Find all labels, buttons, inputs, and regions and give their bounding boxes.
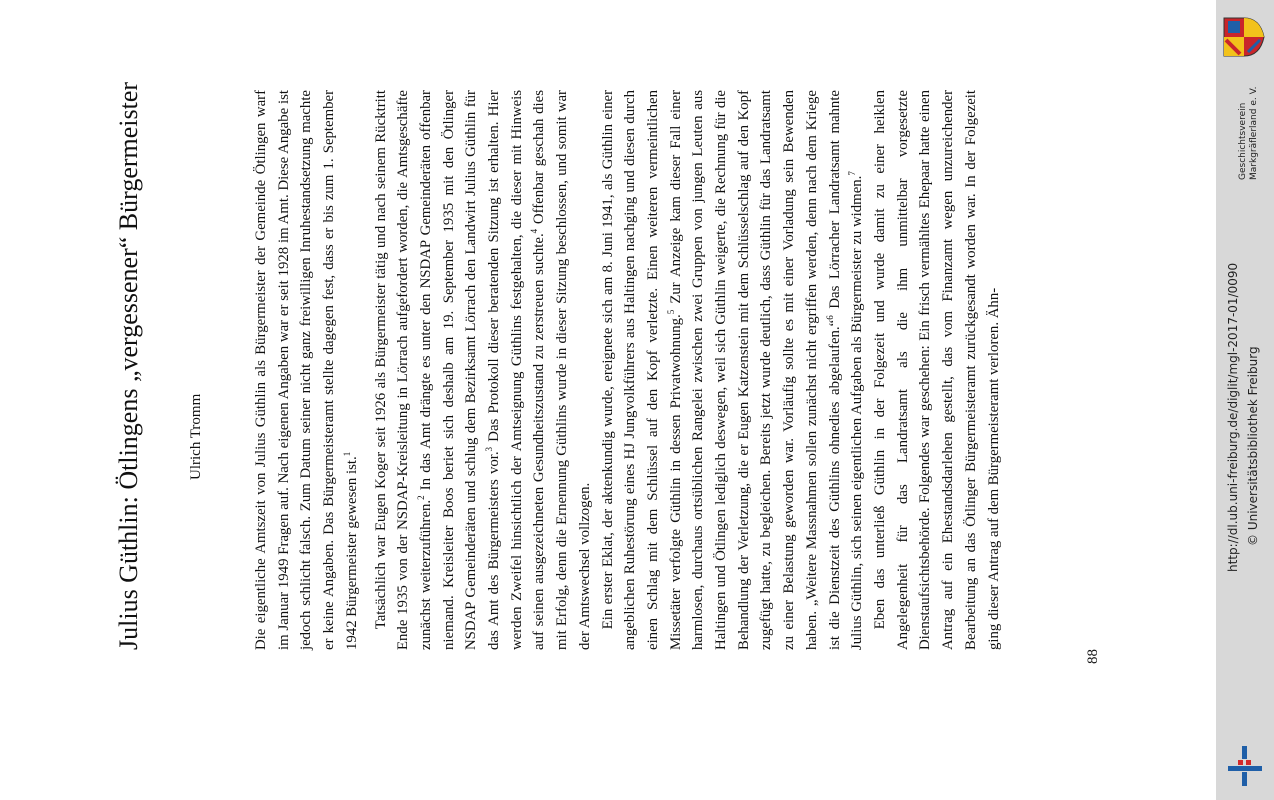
paragraph-1: Die eigentliche Amtszeit von Julius Güthlin als Bürgermeister der Gemeinde Ötlingen warf im Januar 1949 Fragen auf. Nach eigenen Angaben war er seit 1928 im Amt. Diese Angabe ist jedoch schlicht falsch. Zum Datum seiner nicht ganz freiwilligen Inruhestandsetzung machte er keine Angaben. Das Bürgermeisteramt stellte dagegen fest, dass er bis zum 1. September 1942 Bürgermeister gewesen ist.$^1$	[253, 90, 360, 650]
footnote-ref[interactable]: 2	[416, 495, 426, 500]
author-name: Ulrich Tromm	[188, 393, 204, 480]
source-url-link[interactable]: http://dl.ub.uni-freiburg.de/diglit/mgl-2017-01/0090	[1226, 262, 1240, 572]
footnote-ref[interactable]: 5	[665, 309, 676, 315]
coat-of-arms-icon[interactable]	[1220, 12, 1268, 60]
page-number: 88	[1085, 649, 1101, 664]
ub-freiburg-logo-icon[interactable]	[1228, 746, 1262, 786]
footnote-ref[interactable]: 4	[529, 228, 540, 234]
footnote-ref[interactable]: 3	[484, 446, 495, 452]
page-title: Julius Güthlin: Ötlingens „vergessener“ Bürgermeister	[114, 81, 143, 650]
library-sidebar	[1216, 0, 1274, 800]
paragraph-3: Ein erster Eklat, der aktenkundig wurde, ereignete sich am 8. Juni 1941, als Güthlin einer angeblichen Ruhestörung eines HJ Jungvolkführers aus Haltingen nachging und diesen durch einen Schlag mit dem Schlüssel auf den Kopf verletzte. Einen weiteren vermeintlichen Missetäter verfolgte Güthlin in dessen Privatwohnung.$^5$ Zur Anzeige kam dieser Fall einer harmlosen, durchaus ortsüblichen Rangelei zwischen zwei Gruppen von jungen Leuten aus Haltingen und Ötlingen lediglich deswegen, weil sich Güthlin weigerte, die Rechnung für die Behandlung der Verletzung, die er Eugen Katzenstein mit dem Schlüsselschlag auf den Kopf zugefügt hatte, zu begleichen. Bereits jetzt wurde deutlich, dass Güthlin für das Landratsamt zu einer Belastung geworden war. Vorläufig sollte es mit einer Vorladung sein Bewenden haben. „Weitere Massnahmen sollen zunächst nicht ergriffen werden, denn nach dem Kriege ist die Dienstzeit des Güthlins ohnedies abgelaufen.“$^6$ Das Lörracher Landratsamt mahnte Julius Güthlin, sich seinen eigentlichen Aufgaben als Bürgermeister zu widmen.$^7$	[599, 89, 866, 650]
footnote-ref[interactable]: 6	[824, 315, 835, 320]
copyright-text: © Universitätsbibliothek Freiburg	[1246, 346, 1260, 546]
footnote-ref[interactable]: 7	[847, 171, 858, 176]
society-name: Geschichtsverein Markgräflerland e. V.	[1238, 86, 1259, 180]
paragraph-2: Tatsächlich war Eugen Koger seit 1926 als Bürgermeister tätig und nach seinem Rücktritt Ende 1935 von der NSDAP-Kreisleitung in Lörrach aufgefordert worden, die Amtsgeschäfte zunächst weiterzuführen.$^2$ In das Amt drängte es unter den NSDAP Gemeinderäten offenbar niemand. Kreisleiter Boos beriet sich deshalb am 19. September 1935 mit den Ötlinger NSDAP Gemeinderäten und schlug dem Bezirksamt Lörrach den Landwirt Julius Güthlin für das Amt des Bürgermeisters vor.$^3$ Das Protokoll dieser beratenden Sitzung ist erhalten. Hier werden Zweifel hinsichtlich der Amtseignung Güthlins festgehalten, die dieser mit Hinweis auf seinen ausgezeichneten Gesundheitszustand zu zerstreuen suchte.$^4$ Offenbar geschah dies mit Erfolg, denn die Ernennung Güthlins wurde in dieser Sitzung beschlossen, und somit war der Amtswechsel vollzogen.	[372, 90, 593, 650]
footnote-ref[interactable]: 1	[341, 451, 352, 457]
paragraph-4: Eben das unterließ Güthlin in der Folgezeit und wurde damit zu einer heiklen Angelegenheit für das Landratsamt als die ihm unmittelbar vorgesetzte Dienstaufsichtsbehörde. Folgendes war geschehen: Ein frisch vermähltes Ehepaar hatte einen Antrag auf ein Ehestandsdarlehen gestellt, das vom Finanzamt wegen unzureichender Bearbeitung an das Ötlinger Bürgermeisteramt zurückgesandt worden war. In der Folgezeit ging dieser Antrag auf dem Bürgermeisteramt verloren. Ähn-	[871, 90, 1002, 650]
article-body	[250, 90, 1005, 650]
